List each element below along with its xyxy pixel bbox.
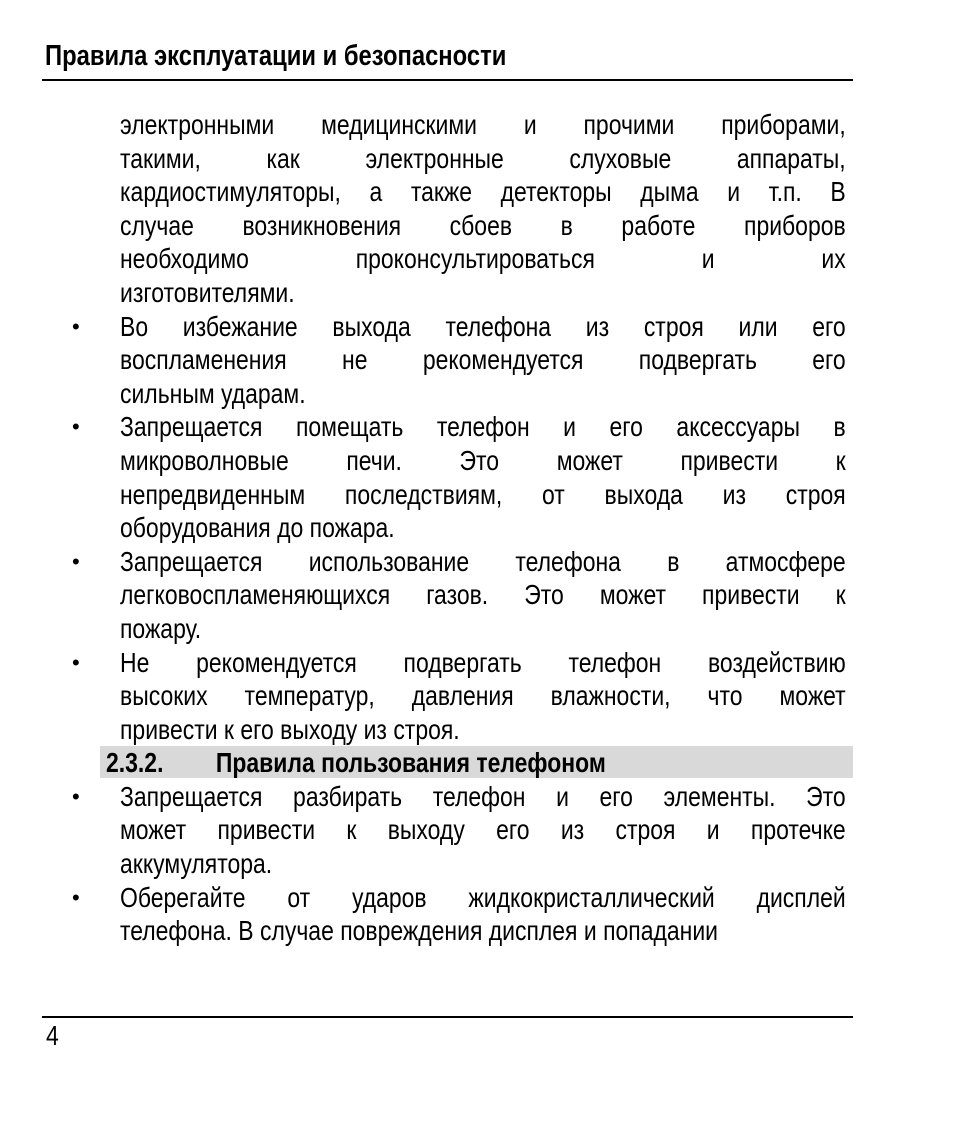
text-line: случае возникновения сбоев в работе приборов bbox=[120, 209, 846, 241]
bullet-item bbox=[0, 545, 954, 646]
paragraph bbox=[0, 108, 954, 310]
section-title: Правила пользования телефоном bbox=[215, 747, 606, 779]
bullet-icon: • bbox=[72, 884, 80, 910]
section-heading bbox=[0, 746, 954, 780]
text-line: может привести к выходу его из строя и протечке bbox=[120, 814, 846, 846]
text-line: Не рекомендуется подвергать телефон воздействию bbox=[120, 646, 846, 678]
text-line: пожару. bbox=[120, 612, 202, 644]
bullet-icon: • bbox=[72, 649, 80, 675]
text-line: телефона. В случае повреждения дисплея и попадании bbox=[120, 915, 718, 947]
header-rule bbox=[42, 79, 853, 81]
text-line: оборудования до пожара. bbox=[120, 512, 395, 544]
bullet-item bbox=[0, 410, 954, 544]
text-line: аккумулятора. bbox=[120, 848, 273, 880]
bullet-item bbox=[0, 780, 954, 881]
text-line: легковоспламеняющихся газов. Это может привести к bbox=[120, 579, 846, 611]
text-line: воспламенения не рекомендуется подвергать его bbox=[120, 344, 846, 376]
text-line: Запрещается разбирать телефон и его элементы. Это bbox=[120, 780, 846, 812]
text-line: непредвиденным последствиям, от выхода из строя bbox=[120, 478, 846, 510]
text-line: высоких температур, давления влажности, что может bbox=[120, 680, 846, 712]
paragraph-lines bbox=[120, 545, 846, 646]
text-line: микроволновые печи. Это может привести к bbox=[120, 444, 846, 476]
bullet-item bbox=[0, 646, 954, 747]
paragraph-lines bbox=[120, 881, 846, 948]
text-line: Во избежание выхода телефона из строя или его bbox=[120, 310, 846, 342]
paragraph-lines bbox=[120, 108, 846, 310]
paragraph-lines bbox=[120, 410, 846, 544]
text-line: привести к его выходу из строя. bbox=[120, 713, 460, 745]
text-line: кардиостимуляторы, а также детекторы дыма и т.п. В bbox=[120, 176, 846, 208]
bullet-icon: • bbox=[72, 548, 80, 574]
section-number: 2.3.2. bbox=[106, 747, 164, 779]
bullet-item bbox=[0, 310, 954, 411]
bullet-icon: • bbox=[72, 414, 80, 440]
running-header: Правила эксплуатации и безопасности bbox=[45, 40, 507, 72]
text-line: Запрещается использование телефона в атмосфере bbox=[120, 545, 846, 577]
paragraph-lines bbox=[120, 310, 846, 411]
text-line: такими, как электронные слуховые аппараты, bbox=[120, 142, 846, 174]
text-line: изготовителями. bbox=[120, 276, 295, 308]
text-line: Запрещается помещать телефон и его аксессуары в bbox=[120, 411, 846, 443]
section-heading-text bbox=[106, 746, 606, 780]
text-line: Оберегайте от ударов жидкокристаллический дисплей bbox=[120, 881, 846, 913]
footer-rule bbox=[42, 1016, 853, 1018]
text-line: электронными медицинскими и прочими приборами, bbox=[120, 109, 846, 140]
page-number: 4 bbox=[46, 1020, 59, 1051]
bullet-item bbox=[0, 881, 954, 948]
bullet-icon: • bbox=[72, 313, 80, 339]
paragraph-lines bbox=[120, 780, 846, 881]
text-line: необходимо проконсультироваться и их bbox=[120, 243, 846, 275]
bullet-icon: • bbox=[72, 783, 80, 809]
paragraph-lines bbox=[120, 646, 846, 747]
page-body bbox=[0, 108, 954, 948]
text-line: сильным ударам. bbox=[120, 377, 306, 409]
